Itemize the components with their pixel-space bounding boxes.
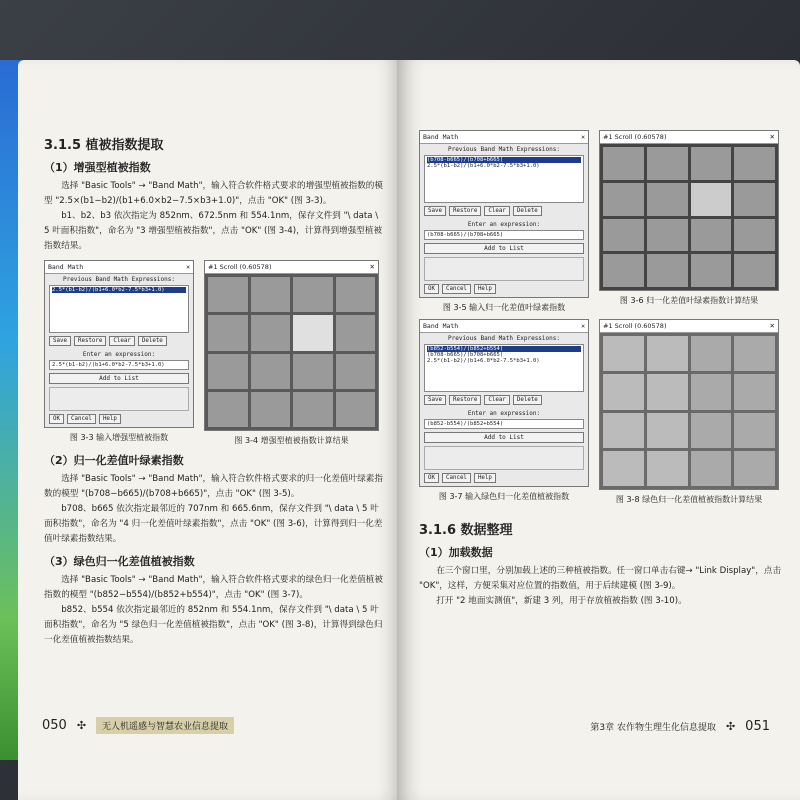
clear-button: Clear (484, 395, 509, 405)
close-icon: ✕ (581, 322, 585, 330)
help-button: Help (474, 284, 496, 294)
add-to-list-button: Add to List (424, 243, 584, 254)
expression-entry: 2.5*(b1-b2)/(b1+6.0*b2-7.5*b3+1.0) (49, 360, 189, 370)
restore-button: Restore (449, 395, 481, 405)
drone-icon: ✣ (76, 719, 87, 732)
subsection-heading: （1）加载数据 (419, 546, 493, 559)
add-to-list-button: Add to List (49, 373, 189, 384)
delete-button: Delete (138, 336, 167, 346)
window-title: Band Math (423, 133, 459, 141)
figure-caption: 图 3-7 输入绿色归一化差值植被指数 (438, 492, 570, 501)
section-heading: 3.1.6 数据整理 (419, 523, 513, 538)
drone-icon: ✣ (725, 720, 736, 733)
close-icon: ✕ (369, 263, 375, 271)
page-footer (590, 719, 770, 734)
paragraph: 打开 "2 地面实测值"，新建 3 列，用于存放植被指数 (图 3-10)。 (436, 596, 687, 606)
figure-row (419, 319, 784, 505)
window-title: #1 Scroll (0.60578) (208, 263, 272, 271)
paragraph: 选择 "Basic Tools" → "Band Math"，输入符合软件格式要求的归一化差值叶绿素指数的模型 "(b708−b665)/(b708+b665)"，点击 "OK" (图 3-5)。 (44, 474, 383, 499)
enter-expr-label: Enter an expression: (82, 351, 156, 358)
subsection-heading: （2）归一化差值叶绿素指数 (44, 454, 184, 467)
band-math-window (44, 260, 194, 428)
ok-button: OK (49, 414, 64, 424)
figure-caption: 图 3-3 输入增强型植被指数 (69, 433, 169, 442)
save-button: Save (424, 206, 446, 216)
field-plot-image (600, 333, 778, 489)
save-button: Save (49, 336, 71, 346)
expression-item: 2.5*(b1-b2)/(b1+6.0*b2-7.5*b3+1.0) (52, 287, 186, 293)
restore-button: Restore (449, 206, 481, 216)
scroll-window (204, 260, 379, 431)
left-page (18, 60, 403, 800)
figure-caption: 图 3-4 增强型植被指数计算结果 (234, 436, 349, 445)
expression-list (424, 155, 584, 203)
figure-row (419, 130, 784, 313)
scroll-window (599, 319, 779, 490)
figure-caption: 图 3-5 输入归一化差值叶绿素指数 (442, 303, 566, 312)
restore-button: Restore (74, 336, 106, 346)
window-title: #1 Scroll (0.60578) (603, 133, 667, 141)
section-heading: 3.1.5 植被指数提取 (44, 138, 164, 153)
window-title: #1 Scroll (0.60578) (603, 322, 667, 330)
close-icon: ✕ (581, 133, 585, 141)
window-title: Band Math (423, 322, 459, 330)
book-title: 无人机遥感与智慧农业信息提取 (96, 717, 234, 734)
band-math-window (419, 319, 589, 487)
expression-item: (b852-b554)/(b852+b554) (427, 346, 581, 352)
chapter-title: 第3章 农作物生理生化信息提取 (590, 723, 716, 733)
ok-button: OK (424, 473, 439, 483)
enter-expr-label: Enter an expression: (467, 410, 541, 417)
expression-item: (b708-b665)/(b708+b665) (427, 157, 581, 163)
figure-caption: 图 3-6 归一化差值叶绿素指数计算结果 (619, 296, 759, 305)
band-math-window (419, 130, 589, 298)
ok-button: OK (424, 284, 439, 294)
subsection-heading: （1）增强型植被指数 (44, 161, 151, 174)
help-button: Help (99, 414, 121, 424)
expression-list (49, 285, 189, 333)
paragraph: 选择 "Basic Tools" → "Band Math"，输入符合软件格式要求的绿色归一化差值植被指数的模型 "(b852−b554)/(b852+b554)"，点击 "OK" (图 3-7)。 (44, 575, 383, 600)
figure-caption: 图 3-8 绿色归一化差值植被指数计算结果 (615, 495, 763, 504)
scroll-window (599, 130, 779, 291)
page-number: 051 (745, 719, 770, 734)
page-footer (42, 717, 234, 734)
cancel-button: Cancel (442, 473, 471, 483)
window-title: Band Math (48, 263, 84, 271)
expression-entry: (b852-b554)/(b852+b554) (424, 419, 584, 429)
cancel-button: Cancel (67, 414, 96, 424)
delete-button: Delete (513, 206, 542, 216)
expression-item: 2.5*(b1-b2)/(b1+6.0*b2-7.5*b3+1.0) (427, 163, 540, 169)
expression-entry: (b708-b665)/(b708+b665) (424, 230, 584, 240)
clear-button: Clear (109, 336, 134, 346)
close-icon: ✕ (186, 263, 190, 271)
subsection-heading: （3）绿色归一化差值植被指数 (44, 555, 195, 568)
paragraph: b852、b554 依次指定最邻近的 852nm 和 554.1nm，保存文件到 "\ data \ 5 叶面积指数"，命名为 "5 绿色归一化差值植被指数"，点击 "OK" (图 3-8)，计算得到绿色归一化差值植被指数结果。 (44, 605, 383, 645)
field-plot-image (600, 144, 778, 290)
save-button: Save (424, 395, 446, 405)
right-page (397, 60, 800, 800)
close-icon: ✕ (769, 133, 775, 141)
paragraph: 在三个窗口里，分别加载上述的三种植被指数。任一窗口单击右键→ "Link Display"，点击 "OK"，这样，方便采集对应位置的指数值，用于后续建模 (图 3-9)。 (419, 566, 782, 591)
figure-row (44, 260, 385, 446)
paragraph: b1、b2、b3 依次指定为 852nm、672.5nm 和 554.1nm，保存文件到 "\ data \ 5 叶面积指数"，命名为 "3 增强型植被指数"，点击 "OK" (图 3-4)，计算得到增强型植被指数结果。 (44, 211, 383, 251)
paragraph: b708、b665 依次指定最邻近的 707nm 和 665.6nm，保存文件到 "\ data \ 5 叶面积指数"，命名为 "4 归一化差值叶绿素指数"，点击 "OK" (图 3-6)，计算得到归一化差值叶绿素指数结果。 (44, 504, 383, 544)
field-plot-image (205, 274, 378, 430)
page-number: 050 (42, 718, 67, 733)
expression-item: (b708-b665)/(b708+b665) (427, 352, 504, 358)
enter-expr-label: Enter an expression: (467, 221, 541, 228)
prev-expr-label: Previous Band Math Expressions: (63, 276, 175, 283)
add-to-list-button: Add to List (424, 432, 584, 443)
expression-item: 2.5*(b1-b2)/(b1+6.0*b2-7.5*b3+1.0) (427, 358, 540, 364)
close-icon: ✕ (769, 322, 775, 330)
prev-expr-label: Previous Band Math Expressions: (448, 335, 560, 342)
expression-list (424, 344, 584, 392)
delete-button: Delete (513, 395, 542, 405)
prev-expr-label: Previous Band Math Expressions: (448, 146, 560, 153)
help-button: Help (474, 473, 496, 483)
cancel-button: Cancel (442, 284, 471, 294)
paragraph: 选择 "Basic Tools" → "Band Math"，输入符合软件格式要求的增强型植被指数的模型 "2.5×(b1−b2)/(b1+6.0×b2−7.5×b3+1.0)"，点击 "OK" (图 3-3)。 (44, 181, 383, 206)
clear-button: Clear (484, 206, 509, 216)
